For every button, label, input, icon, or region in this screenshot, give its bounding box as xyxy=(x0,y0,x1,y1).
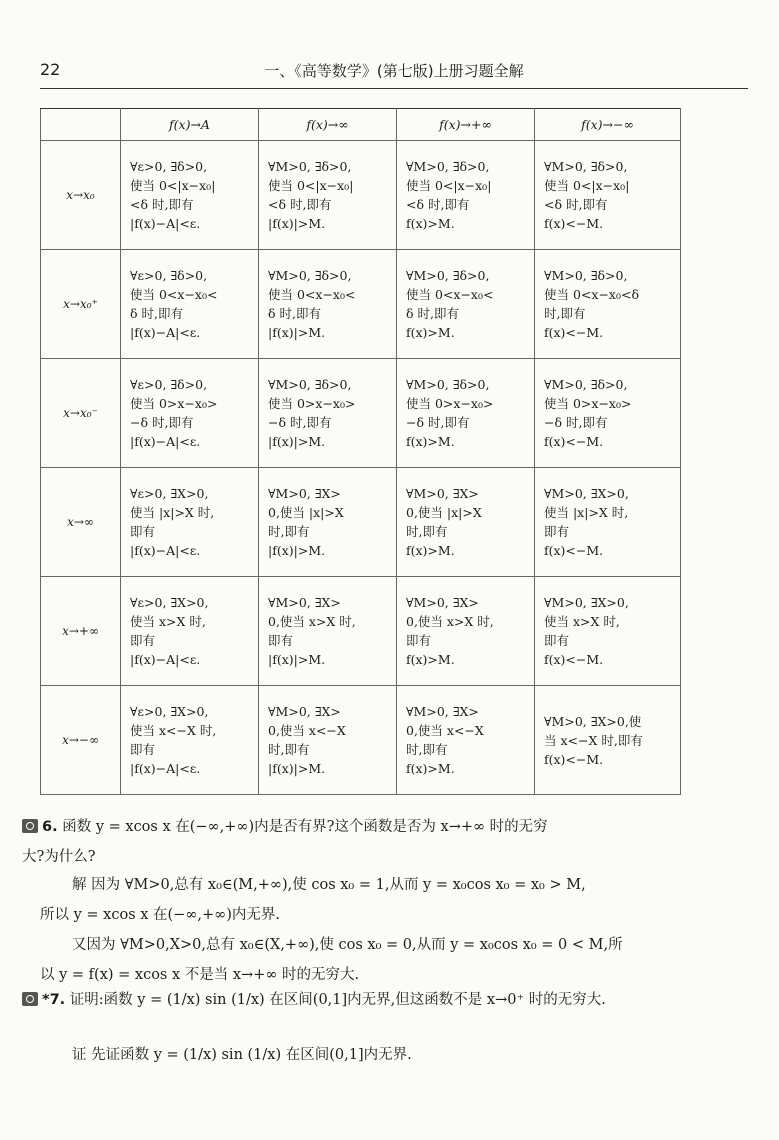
magnifier-icon xyxy=(22,992,38,1006)
table-cell xyxy=(259,141,397,250)
table-cell xyxy=(535,359,681,468)
cell-line: 即有 xyxy=(406,633,432,648)
cell-line: 使当 0<|x−x₀| xyxy=(406,178,492,193)
cell-line: 即有 xyxy=(130,742,156,757)
cell-line: 即有 xyxy=(130,633,156,648)
cell-line: 即有 xyxy=(130,524,156,539)
row-label: x→+∞ xyxy=(41,577,121,686)
table-row xyxy=(41,141,681,250)
cell-line: 时,即有 xyxy=(406,742,448,757)
cell-line: δ 时,即有 xyxy=(130,306,183,321)
cell-line: ∀M>0, ∃δ>0, xyxy=(268,268,352,283)
cell-line: 时,即有 xyxy=(544,306,586,321)
cell-line: 时,即有 xyxy=(268,524,310,539)
cell-line: ∀M>0, ∃X>0, xyxy=(544,486,629,501)
cell-line: |f(x)−A|<ε. xyxy=(130,761,201,776)
table-cell xyxy=(259,468,397,577)
cell-line: |f(x)|>M. xyxy=(268,761,326,776)
problem-number: 6. xyxy=(42,819,58,835)
table-cell xyxy=(535,250,681,359)
cell-line: 使当 0<x−x₀< xyxy=(406,287,494,302)
cell-line: 使当 0<x−x₀< xyxy=(268,287,356,302)
cell-line: 使当 0<x−x₀<δ xyxy=(544,287,639,302)
problem-number: *7. xyxy=(42,992,66,1008)
cell-line: ∀M>0, ∃δ>0, xyxy=(406,377,490,392)
cell-line: 时,即有 xyxy=(406,524,448,539)
cell-line: |f(x)−A|<ε. xyxy=(130,434,201,449)
magnifier-icon xyxy=(22,819,38,833)
table-cell xyxy=(259,250,397,359)
cell-line: 0,使当 x>X 时, xyxy=(268,614,356,629)
cell-line: ∀M>0, ∃X>0,使 xyxy=(544,713,642,729)
column-header: f(x)→A xyxy=(121,109,259,141)
cell-line: f(x)<−M. xyxy=(544,751,604,767)
cell-line: <δ 时,即有 xyxy=(268,197,332,212)
cell-line: <δ 时,即有 xyxy=(544,197,608,212)
table-cell xyxy=(535,686,681,795)
cell-line: 使当 x>X 时, xyxy=(130,614,206,629)
table-cell xyxy=(121,141,259,250)
solution-text: 所以 y = xcos x 在(−∞,+∞)内无界. xyxy=(40,907,281,923)
cell-line: ∀M>0, ∃δ>0, xyxy=(406,268,490,283)
cell-line: f(x)>M. xyxy=(406,216,455,231)
solution-6 xyxy=(40,870,748,990)
table-cell xyxy=(121,686,259,795)
cell-line: <δ 时,即有 xyxy=(130,197,194,212)
cell-line: ∀ε>0, ∃δ>0, xyxy=(130,377,208,392)
column-header: f(x)→−∞ xyxy=(535,109,681,141)
cell-line: ∀M>0, ∃X> xyxy=(268,704,341,719)
cell-line: |f(x)−A|<ε. xyxy=(130,216,201,231)
column-header: f(x)→∞ xyxy=(259,109,397,141)
cell-line: −δ 时,即有 xyxy=(130,415,194,430)
cell-line: f(x)<−M. xyxy=(544,543,604,558)
cell-line: −δ 时,即有 xyxy=(268,415,332,430)
table-cell xyxy=(535,468,681,577)
cell-line: ∀M>0, ∃δ>0, xyxy=(268,377,352,392)
table-row xyxy=(41,686,681,795)
corner-cell xyxy=(41,109,121,141)
cell-line: |f(x)−A|<ε. xyxy=(130,543,201,558)
cell-line: f(x)>M. xyxy=(406,652,455,667)
table-row xyxy=(41,577,681,686)
cell-line: ∀M>0, ∃X> xyxy=(406,595,479,610)
cell-line: f(x)<−M. xyxy=(544,216,604,231)
table-header-row xyxy=(41,109,681,141)
cell-line: 0,使当 |x|>X xyxy=(268,505,344,520)
row-label: x→x₀⁺ xyxy=(41,250,121,359)
cell-line: 当 x<−X 时,即有 xyxy=(544,732,643,748)
cell-line: δ 时,即有 xyxy=(406,306,459,321)
cell-line: 0,使当 x<−X xyxy=(268,723,346,738)
row-label: x→∞ xyxy=(41,468,121,577)
cell-line: f(x)>M. xyxy=(406,761,455,776)
running-title: 一、《高等数学》(第七版)上册习题全解 xyxy=(264,62,524,80)
cell-line: 即有 xyxy=(544,633,570,648)
table-row xyxy=(41,250,681,359)
proof-7 xyxy=(40,1040,748,1070)
cell-line: 使当 x<−X 时, xyxy=(130,723,217,738)
cell-line: 使当 0<x−x₀< xyxy=(130,287,218,302)
cell-line: −δ 时,即有 xyxy=(406,415,470,430)
cell-line: −δ 时,即有 xyxy=(544,415,608,430)
table-row xyxy=(41,359,681,468)
problem-6 xyxy=(22,812,752,872)
cell-line: 使当 x>X 时, xyxy=(544,614,620,629)
column-header: f(x)→+∞ xyxy=(397,109,535,141)
cell-line: ∀M>0, ∃X> xyxy=(406,486,479,501)
cell-line: |f(x)−A|<ε. xyxy=(130,325,201,340)
cell-line: 使当 |x|>X 时, xyxy=(130,505,215,520)
cell-line: ∀M>0, ∃X> xyxy=(268,486,341,501)
table-cell xyxy=(397,141,535,250)
table-cell xyxy=(121,359,259,468)
table-row xyxy=(41,468,681,577)
cell-line: 使当 |x|>X 时, xyxy=(544,505,629,520)
cell-line: 使当 0>x−x₀> xyxy=(130,396,218,411)
cell-line: 使当 0>x−x₀> xyxy=(406,396,494,411)
cell-line: 时,即有 xyxy=(268,742,310,757)
cell-line: |f(x)|>M. xyxy=(268,216,326,231)
problem-text: 证明:函数 y = (1/x) sin (1/x) 在区间(0,1]内无界,但这函数不是 x→0⁺ 时的无穷大. xyxy=(69,992,606,1008)
table-cell xyxy=(121,468,259,577)
cell-line: <δ 时,即有 xyxy=(406,197,470,212)
table-cell xyxy=(259,577,397,686)
cell-line: 0,使当 |x|>X xyxy=(406,505,482,520)
cell-line: f(x)>M. xyxy=(406,543,455,558)
table-cell xyxy=(121,250,259,359)
table-cell xyxy=(397,468,535,577)
table-cell xyxy=(259,359,397,468)
page-header xyxy=(40,58,748,89)
limit-definitions-table xyxy=(40,108,681,795)
table-cell xyxy=(397,250,535,359)
row-label: x→x₀ xyxy=(41,141,121,250)
table-cell xyxy=(535,577,681,686)
cell-line: 使当 0>x−x₀> xyxy=(268,396,356,411)
solution-text: 解 因为 ∀M>0,总有 x₀∈(M,+∞),使 cos x₀ = 1,从而 y = x₀cos x₀ = x₀ > M, xyxy=(72,877,586,893)
cell-line: |f(x)|>M. xyxy=(268,543,326,558)
cell-line: |f(x)|>M. xyxy=(268,652,326,667)
cell-line: ∀ε>0, ∃X>0, xyxy=(130,595,209,610)
cell-line: 使当 0<|x−x₀| xyxy=(130,178,216,193)
cell-line: ∀ε>0, ∃δ>0, xyxy=(130,159,208,174)
table-cell xyxy=(397,577,535,686)
cell-line: 即有 xyxy=(268,633,294,648)
cell-line: f(x)<−M. xyxy=(544,652,604,667)
row-label: x→−∞ xyxy=(41,686,121,795)
table-cell xyxy=(535,141,681,250)
cell-line: ∀M>0, ∃δ>0, xyxy=(268,159,352,174)
table-cell xyxy=(259,686,397,795)
problem-7 xyxy=(22,985,752,1015)
cell-line: ∀ε>0, ∃X>0, xyxy=(130,486,209,501)
cell-line: ∀ε>0, ∃X>0, xyxy=(130,704,209,719)
cell-line: 0,使当 x>X 时, xyxy=(406,614,494,629)
cell-line: f(x)<−M. xyxy=(544,325,604,340)
cell-line: f(x)<−M. xyxy=(544,434,604,449)
cell-line: 使当 0>x−x₀> xyxy=(544,396,632,411)
cell-line: ∀M>0, ∃X>0, xyxy=(544,595,629,610)
page-number: 22 xyxy=(40,60,61,79)
cell-line: f(x)>M. xyxy=(406,434,455,449)
row-label: x→x₀⁻ xyxy=(41,359,121,468)
cell-line: 0,使当 x<−X xyxy=(406,723,484,738)
cell-line: |f(x)−A|<ε. xyxy=(130,652,201,667)
cell-line: ∀M>0, ∃X> xyxy=(268,595,341,610)
cell-line: 即有 xyxy=(544,524,570,539)
cell-line: f(x)>M. xyxy=(406,325,455,340)
cell-line: ∀M>0, ∃δ>0, xyxy=(544,268,628,283)
table-cell xyxy=(121,577,259,686)
solution-text: 以 y = f(x) = xcos x 不是当 x→+∞ 时的无穷大. xyxy=(40,967,360,983)
table-cell xyxy=(397,686,535,795)
cell-line: ∀M>0, ∃δ>0, xyxy=(406,159,490,174)
cell-line: |f(x)|>M. xyxy=(268,434,326,449)
problem-text: 函数 y = xcos x 在(−∞,+∞)内是否有界?这个函数是否为 x→+∞ 时的无穷 xyxy=(62,819,548,835)
cell-line: 使当 0<|x−x₀| xyxy=(544,178,630,193)
proof-text: 证 先证函数 y = (1/x) sin (1/x) 在区间(0,1]内无界. xyxy=(72,1047,412,1063)
cell-line: 使当 0<|x−x₀| xyxy=(268,178,354,193)
cell-line: δ 时,即有 xyxy=(268,306,321,321)
cell-line: |f(x)|>M. xyxy=(268,325,326,340)
cell-line: ∀M>0, ∃X> xyxy=(406,704,479,719)
solution-text: 又因为 ∀M>0,X>0,总有 x₀∈(X,+∞),使 cos x₀ = 0,从而 y = x₀cos x₀ = 0 < M,所 xyxy=(72,937,623,953)
cell-line: ∀ε>0, ∃δ>0, xyxy=(130,268,208,283)
cell-line: ∀M>0, ∃δ>0, xyxy=(544,159,628,174)
cell-line: ∀M>0, ∃δ>0, xyxy=(544,377,628,392)
problem-text: 大?为什么? xyxy=(22,849,96,865)
table-cell xyxy=(397,359,535,468)
